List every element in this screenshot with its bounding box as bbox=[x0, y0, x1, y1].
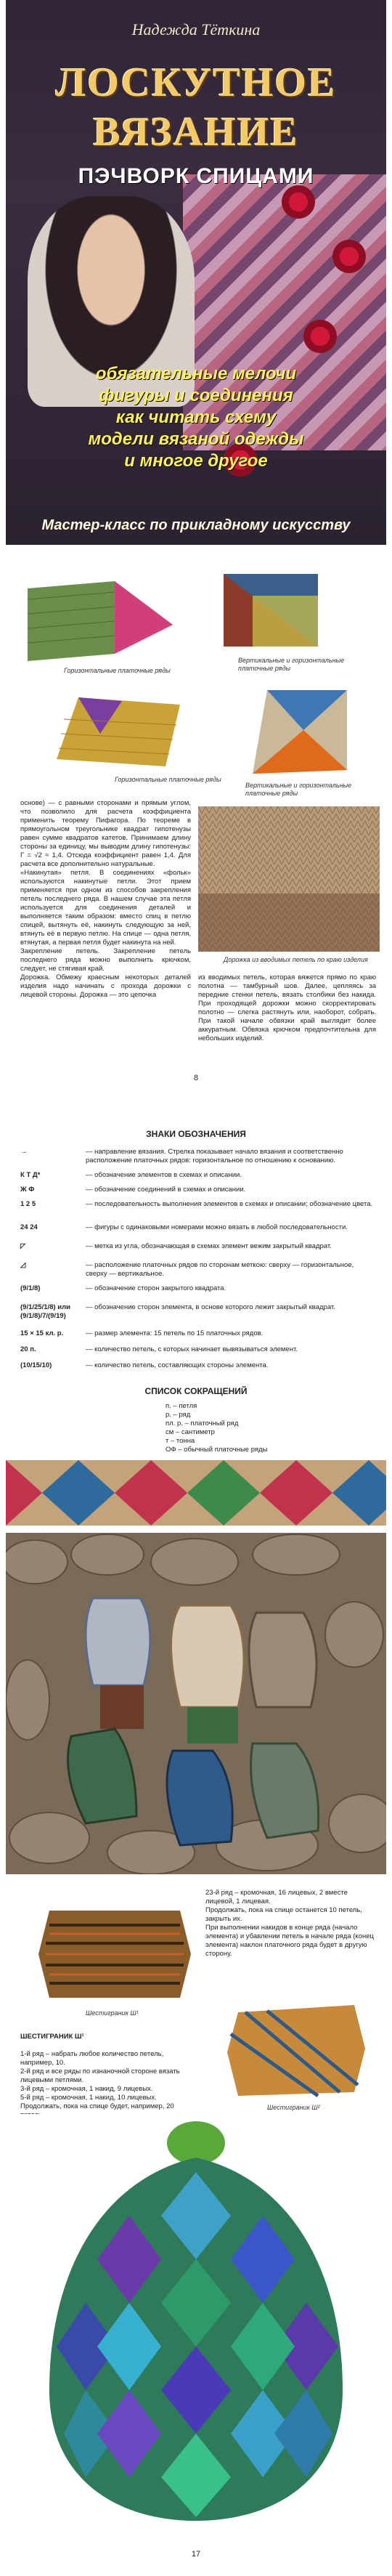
caption: Вертикальные и горизонтальные платочные ряды bbox=[238, 657, 345, 672]
abbr-item: ОФ – обычный платочные ряды bbox=[166, 1446, 268, 1454]
text-column-right: 23-й ряд – кромочная, 16 лицевых, 2 вместе лицевой, 1 лицевая. Продолжать, пока на спице останется 10 петель, закрыть их. При выполнении накидов в конце ряда (начало элемента) и убавлении петель в начале ряда (конец элемента) наклон платочного ряда будет в другую сторону. bbox=[205, 1889, 374, 1958]
paragraph: основе) — с равными сторонами и прямым углом, что позволило для расчета коэффициента применить теорему Пифагора. По теореме в прямоугольном треугольнике квадрат гипотенузы равен сумме квадратов катетов. Принимаем длину стороны за единицу, мы выводим длину гипотенузы: Г = √2 ≈ 1,4. Отсюда коэффициент равен 1,4. Для расчета все дополнительно натуральные. bbox=[20, 799, 191, 868]
photo-hexagon-2 bbox=[224, 2005, 369, 2099]
page-symbols: ЗНАКИ ОБОЗНАЧЕНИЯ → — направление вязания. Стрелка показывает начало вязания и соответственно расположение платочных рядов: горизонтальное по отношению к основанию. К Т Д* — обозначение элементов в схемах и описании. Ж Ф — обозначение соединений в схемах и описании. 1 2 5 — последовательность выполнения элементов в схемах и описании; обозначение цвета. 24 24 — фигуры с одинаковыми номерами можно вязать в любой последовательности. ◸ — метка из угла, обозначающая в схемах элемент вежим закрытый квадрат. ◿ — расположение платочных рядов по сторонам меткою: сверху — горизонтальное, сверху — вертикальное. (9/1/8) — обозначение сторон закрытого квадрата. (9/1/25/1/8) или (9/1/8)/7/(9/19) — обозначение сторон элемента, в основе которого лежит закрытый квадрат. 15 × 15 кл. р. — размер элемента: 15 петель по 15 платочных рядов. 20 п. — количество петель, с которых начинает вывязываться элемент. (10/15/10) — количество петель, составляющих стороны элемента. СПИСОК СОКРАЩЕНИЙ п. – петля р. – ряд пл. р. – платочный ряд см – сантиметр т – тонна ОФ – обычный платочные ряды bbox=[6, 1119, 386, 1526]
paragraph: Закрепление петель. Закрепление петель последнего ряда можно выполнить крючком, следует, не стягивая край. bbox=[20, 947, 191, 973]
paragraph: Дорожка. Обмежу краесным некоторых деталей изделия надо начинать с прохода дорожки с лицевой стороны. Дорожка — это цепочка bbox=[20, 973, 191, 999]
photo-hexagon-1 bbox=[35, 1903, 195, 2005]
rose-decoration bbox=[332, 240, 366, 273]
swatch-2 bbox=[224, 574, 347, 654]
abbr-item: т – тонна bbox=[166, 1437, 195, 1445]
swatch-1 bbox=[28, 581, 173, 661]
photo-mittens bbox=[6, 1533, 386, 1874]
feature-line: модели вязаной одежды bbox=[88, 429, 304, 449]
swatch-3 bbox=[57, 697, 180, 770]
page-number: 8 bbox=[193, 1074, 199, 1082]
text-column-right: из вводимых петель, которая вяжется прямо по краю полотна — тамбурный шов. Далее, цепляясь за передние стенки петель, вязать столбики без накида. При проходящей дорожки можно скорректировать полотно — слегка растянуть или, наоборот, собрать. При такой начале обвязки край выглядит более аккуратным. Обвязка крючком предпочтительна для небольших изделий. bbox=[198, 973, 376, 1042]
photo-patchwork-hat bbox=[20, 2114, 372, 2535]
abbr-item: п. – петля bbox=[166, 1402, 197, 1410]
cover-author: Надежда Тёткина bbox=[131, 20, 261, 39]
rows-mark-icon: ◿ bbox=[20, 1261, 26, 1269]
abbr-item: р. – ряд bbox=[166, 1411, 191, 1419]
feature-line: как читать схему bbox=[115, 408, 277, 427]
caption: Горизонтальные платочные ряды bbox=[64, 667, 171, 674]
cover-features bbox=[6, 363, 386, 472]
cover-master-class: Мастер-класс по прикладному искусству bbox=[41, 517, 351, 533]
abbreviations-heading: СПИСОК СОКРАЩЕНИЙ bbox=[144, 1386, 248, 1396]
swatch-4 bbox=[224, 690, 347, 777]
abbreviations-list bbox=[166, 1402, 386, 1454]
photo-knit-edge bbox=[198, 806, 380, 952]
paragraph: «Накинутая» петля. В соединениях «фольк» используются накинутые петли. Этот прием применяется при одном из способов закрепления петель последнего ряда. В нашем случае эта петля используется для соединения деталей и выполняется таким образом: вместо спиц в петлю спицей, вытянуть её, накинуть следующую за ней, втянуть её в первую петлю. На спице — одна петля, втянутая, а первая петля будет накинута на ней. bbox=[20, 869, 191, 947]
cover-title-line1: ЛОСКУТНОЕ bbox=[55, 60, 337, 105]
feature-line: фигуры и соединения bbox=[99, 386, 293, 405]
corner-mark-icon: ◸ bbox=[20, 1242, 26, 1250]
text-column-left bbox=[20, 799, 191, 1000]
rose-decoration bbox=[303, 320, 337, 353]
cover-subtitle: ПЭЧВОРК СПИЦАМИ bbox=[78, 164, 314, 188]
caption: Шестиграник Ш² bbox=[267, 2104, 320, 2111]
abbr-item: пл. р. – платочный ряд bbox=[166, 1419, 239, 1427]
knit-diamond-strip bbox=[6, 1460, 386, 1526]
caption: Шестиграник Ш¹ bbox=[86, 2009, 139, 2017]
page-number: 17 bbox=[191, 2550, 201, 2559]
paragraph: 1-й ряд – набрать любое количество петель, например, 10. 2-й ряд и все ряды по изнаночной стороне вязать лицевыми петлями. 3-й ряд – кромочная, 1 накид, 9 лицевых. 5-й ряд – кромочная, 1 накид, 10 лицевых. Продолжать, пока на спице будет, например, 20 bbox=[20, 2050, 180, 2110]
caption: Вертикальные и горизонтальные платочные ряды bbox=[245, 782, 352, 797]
page-17 bbox=[6, 1882, 386, 2576]
page-8 bbox=[6, 567, 386, 1104]
book-cover bbox=[6, 0, 386, 545]
feature-line: и многое другое bbox=[124, 451, 268, 471]
section-heading: ШЕСТИГРАНИК Ш¹ bbox=[20, 2033, 84, 2041]
symbols-heading: ЗНАКИ ОБОЗНАЧЕНИЯ bbox=[146, 1129, 246, 1139]
cover-title-line2: ВЯЗАНИЕ bbox=[93, 110, 299, 155]
feature-line: обязательные мелочи bbox=[95, 364, 297, 384]
abbr-item: см – сантиметр bbox=[166, 1428, 215, 1436]
caption: Горизонтальные платочные ряды bbox=[115, 776, 221, 783]
caption: Дорожка из вводимых петель по краю изделия bbox=[224, 956, 368, 963]
text-column-left bbox=[20, 2024, 195, 2129]
rose-decoration bbox=[282, 185, 315, 219]
